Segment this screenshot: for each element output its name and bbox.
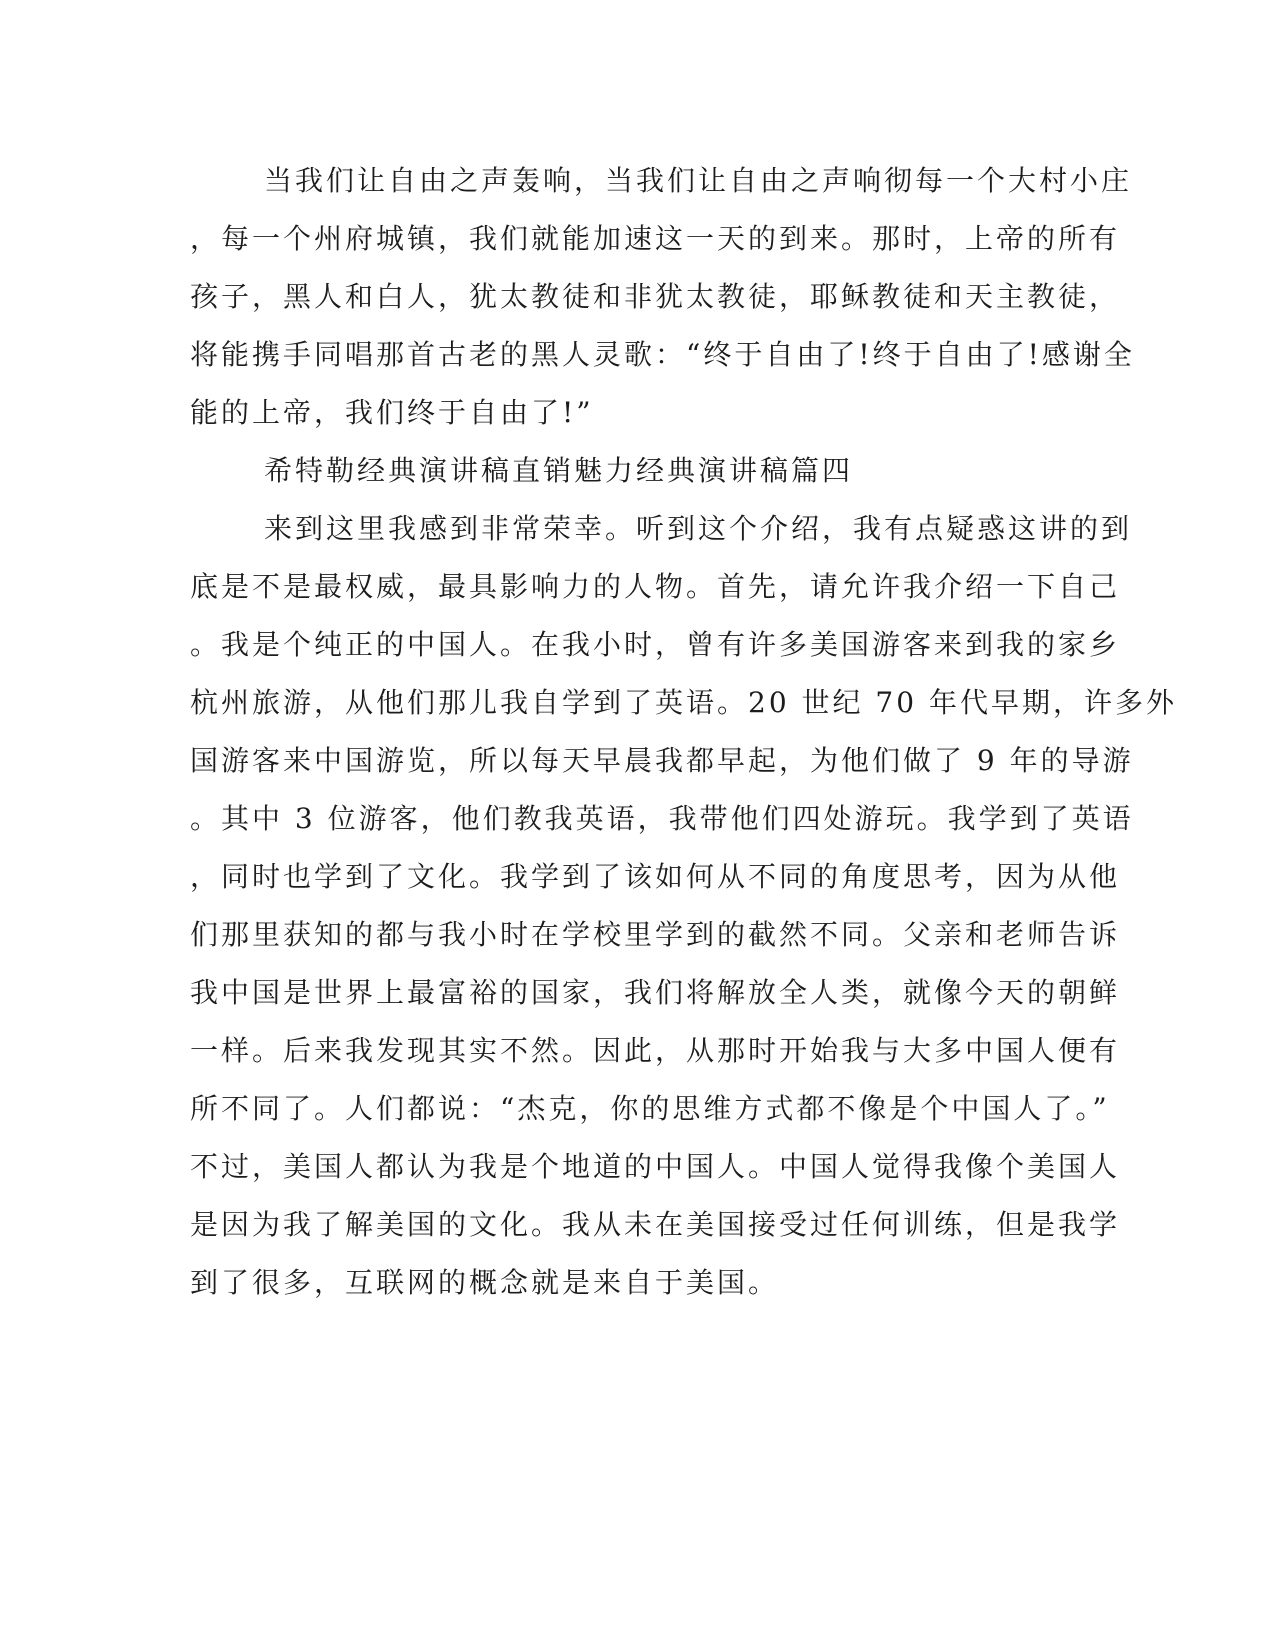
paragraph-line: 当我们让自由之声轰响，当我们让自由之声响彻每一个大村小庄: [264, 164, 1133, 197]
paragraph-line: 来到这里我感到非常荣幸。听到这个介绍，我有点疑惑这讲的到: [264, 512, 1133, 545]
section-heading: 希特勒经典演讲稿直销魅力经典演讲稿篇四: [264, 454, 854, 487]
paragraph-line: 是因为我了解美国的文化。我从未在美国接受过任何训练，但是我学: [190, 1208, 1121, 1241]
paragraph-line: 不过，美国人都认为我是个地道的中国人。中国人觉得我像个美国人: [190, 1150, 1121, 1183]
paragraph-line: 们那里获知的都与我小时在学校里学到的截然不同。父亲和老师告诉: [190, 918, 1121, 951]
paragraph-line: 能的上帝，我们终于自由了!”: [190, 396, 594, 429]
paragraph-line: 将能携手同唱那首古老的黑人灵歌：“终于自由了!终于自由了!感谢全: [190, 338, 1135, 371]
paragraph-line: 到了很多，互联网的概念就是来自于美国。: [190, 1266, 780, 1299]
paragraph-line: ，同时也学到了文化。我学到了该如何从不同的角度思考，因为从他: [190, 860, 1121, 893]
paragraph-line: 底是不是最权威，最具影响力的人物。首先，请允许我介绍一下自己: [190, 570, 1121, 603]
paragraph-line: 一样。后来我发现其实不然。因此，从那时开始我与大多中国人便有: [190, 1034, 1121, 1067]
paragraph-line: 我中国是世界上最富裕的国家，我们将解放全人类，就像今天的朝鲜: [190, 976, 1121, 1009]
paragraph-line: 孩子，黑人和白人，犹太教徒和非犹太教徒，耶稣教徒和天主教徒，: [190, 280, 1121, 313]
paragraph-line: 所不同了。人们都说：“杰克，你的思维方式都不像是个中国人了。”: [190, 1092, 1110, 1125]
paragraph-line: 国游客来中国游览，所以每天早晨我都早起，为他们做了 9 年的导游: [190, 744, 1134, 777]
paragraph-line: ，每一个州府城镇，我们就能加速这一天的到来。那时，上帝的所有: [190, 222, 1121, 255]
paragraph-line: 。其中 3 位游客，他们教我英语，我带他们四处游玩。我学到了英语: [190, 802, 1134, 835]
paragraph-line: 杭州旅游，从他们那儿我自学到了英语。20 世纪 70 年代早期，许多外: [190, 686, 1177, 719]
paragraph-line: 。我是个纯正的中国人。在我小时，曾有许多美国游客来到我的家乡: [190, 628, 1121, 661]
